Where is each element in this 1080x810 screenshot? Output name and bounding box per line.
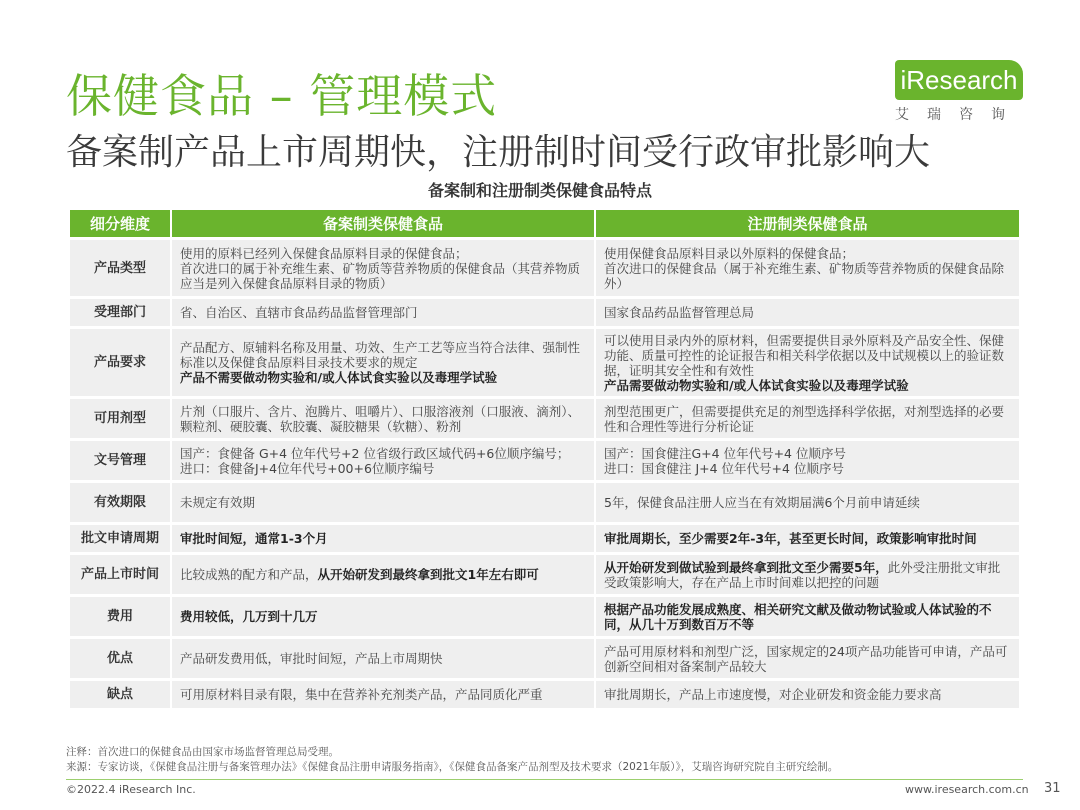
cell-text: 5年，保健食品注册人应当在有效期届满6个月前申请延续 [604, 495, 920, 510]
table-row [70, 639, 1019, 678]
cell-filing [172, 597, 594, 636]
table-row [70, 597, 1019, 636]
cell-registration [596, 441, 1019, 480]
cell-filing [172, 681, 594, 708]
cell-text: 未规定有效期 [180, 495, 256, 510]
header-registration: 注册制类保健食品 [596, 210, 1019, 237]
cell-filing [172, 299, 594, 326]
row-dimension: 缺点 [70, 681, 170, 708]
cell-text: 可以使用目录内外的原材料，但需要提供目录外原料及产品安全性、保健功能、质量可控性的论证报告和相关科学依据以及中试规模以上的验证数据，证明其安全性和有效性 [604, 332, 1005, 378]
table-row [70, 240, 1019, 296]
cell-emphasis: 审批周期长，至少需要2年-3年，甚至更长时间，政策影响审批时间 [604, 531, 977, 546]
copyright: ©2022.4 iResearch Inc. [66, 783, 196, 796]
cell-filing [172, 240, 594, 296]
cell-emphasis: 从开始研发到最终拿到批文1年左右即可 [317, 567, 539, 582]
cell-text: 剂型范围更广，但需要提供充足的剂型选择科学依据，对剂型选择的必要性和合理性等进行分析论证 [604, 403, 1005, 434]
cell-filing [172, 483, 594, 522]
table-row [70, 441, 1019, 480]
page-number: 31 [1044, 781, 1061, 796]
cell-registration [596, 240, 1019, 296]
cell-registration [596, 639, 1019, 678]
header-dimension: 细分维度 [70, 210, 170, 237]
cell-emphasis: 费用较低，几万到十几万 [180, 609, 318, 624]
page-subtitle: 备案制产品上市周期快，注册制时间受行政审批影响大 [66, 132, 931, 173]
cell-text: 产品可用原材料和剂型广泛，国家规定的24项产品功能皆可申请，产品可创新空间相对备案制产品较大 [604, 643, 1008, 674]
row-dimension: 产品上市时间 [70, 555, 170, 594]
footer-divider [66, 779, 1023, 780]
row-dimension: 产品要求 [70, 329, 170, 396]
row-dimension: 文号管理 [70, 441, 170, 480]
cell-text: 可用原材料目录有限，集中在营养补充剂类产品，产品同质化严重 [180, 687, 543, 702]
cell-emphasis: 审批时间短，通常1-3个月 [180, 531, 328, 546]
table-row [70, 555, 1019, 594]
row-dimension: 费用 [70, 597, 170, 636]
comparison-table [68, 207, 1021, 711]
cell-text: 片剂（口服片、含片、泡腾片、咀嚼片）、口服溶液剂（口服液、滴剂）、颗粒剂、硬胶囊、软胶囊、凝胶糖果（软糖）、粉剂 [180, 403, 581, 434]
page-title: 保健食品 – 管理模式 [66, 69, 498, 123]
row-dimension: 受理部门 [70, 299, 170, 326]
table-row [70, 525, 1019, 552]
source-text: 来源：专家访谈，《保健食品注册与备案管理办法》《保健食品注册申请服务指南》，《保健食品备案产品剂型及技术要求（2021年版）》，艾瑞咨询研究院自主研究绘制。 [66, 761, 839, 773]
row-dimension: 优点 [70, 639, 170, 678]
table-row [70, 329, 1019, 396]
row-dimension: 有效期限 [70, 483, 170, 522]
cell-text: 省、自治区、直辖市食品药品监督管理部门 [180, 305, 418, 320]
cell-filing [172, 329, 594, 396]
iresearch-logo [895, 60, 1025, 130]
table-header-row [70, 210, 1019, 237]
cell-text: 产品研发费用低，审批时间短，产品上市周期快 [180, 651, 443, 666]
row-dimension: 产品类型 [70, 240, 170, 296]
cell-emphasis: 产品需要做动物实验和/或人体试食实验以及毒理学试验 [604, 377, 909, 393]
cell-registration [596, 299, 1019, 326]
row-dimension: 批文申请周期 [70, 525, 170, 552]
cell-emphasis: 产品不需要做动物实验和/或人体试食实验以及毒理学试验 [180, 370, 498, 385]
cell-registration [596, 329, 1019, 396]
row-dimension: 可用剂型 [70, 399, 170, 438]
cell-registration [596, 681, 1019, 708]
cell-filing [172, 525, 594, 552]
cell-registration [596, 597, 1019, 636]
cell-emphasis: 从开始研发到做试验到最终拿到批文至少需要5年， [604, 559, 888, 575]
cell-filing [172, 441, 594, 480]
cell-text: 产品配方、原辅料名称及用量、功效、生产工艺等应当符合法律、强制性标准以及保健食品原料目录技术要求的规定 [180, 340, 581, 370]
cell-text: 使用的原料已经列入保健食品原料目录的保健食品； 首次进口的属于补充维生素、矿物质等营养物质的保健食品（其营养物质应当是列入保健食品原料目录的物质） [180, 245, 581, 291]
table-row [70, 299, 1019, 326]
table-title: 备案制和注册制类保健食品特点 [427, 181, 652, 200]
note-text: 注释：首次进口的保健食品由国家市场监督管理总局受理。 [66, 746, 339, 758]
footnotes [66, 745, 1026, 775]
logo-subtitle: 艾瑞咨询 [895, 107, 1023, 123]
header-filing: 备案制类保健食品 [172, 210, 594, 237]
cell-registration [596, 483, 1019, 522]
table-row [70, 483, 1019, 522]
website-link[interactable]: www.iresearch.com.cn [905, 783, 1029, 796]
cell-registration [596, 525, 1019, 552]
cell-text: 国产：食健备 G+4 位年代号+2 位省级行政区域代码+6位顺序编号； 进口：食健备J+4位年代号+00+6位顺序编号 [180, 445, 570, 476]
cell-text: 此外受注册批文审批受政策影响大，存在产品上市时间难以把控的问题 [604, 559, 1001, 590]
table-row [70, 681, 1019, 708]
cell-emphasis: 根据产品功能发展成熟度、相关研究文献及做动物试验或人体试验的不同，从几十万到数百万不等 [604, 601, 992, 632]
cell-filing [172, 555, 594, 594]
cell-filing [172, 399, 594, 438]
cell-text: 比较成熟的配方和产品， [180, 567, 318, 582]
table-row [70, 399, 1019, 438]
cell-text: 使用保健食品原料目录以外原料的保健食品； 首次进口的保健食品（属于补充维生素、矿物质等营养物质的保健食品除外） [604, 245, 1005, 291]
cell-text: 国产：国食健注G+4 位年代号+4 位顺序号 进口：国食健注 J+4 位年代号+4 位顺序号 [604, 445, 846, 476]
cell-filing [172, 639, 594, 678]
logo-wordmark: iResearch [895, 60, 1023, 100]
cell-registration [596, 399, 1019, 438]
cell-registration [596, 555, 1019, 594]
cell-text: 国家食品药品监督管理总局 [604, 305, 755, 320]
cell-text: 审批周期长，产品上市速度慢，对企业研发和资金能力要求高 [604, 687, 942, 702]
